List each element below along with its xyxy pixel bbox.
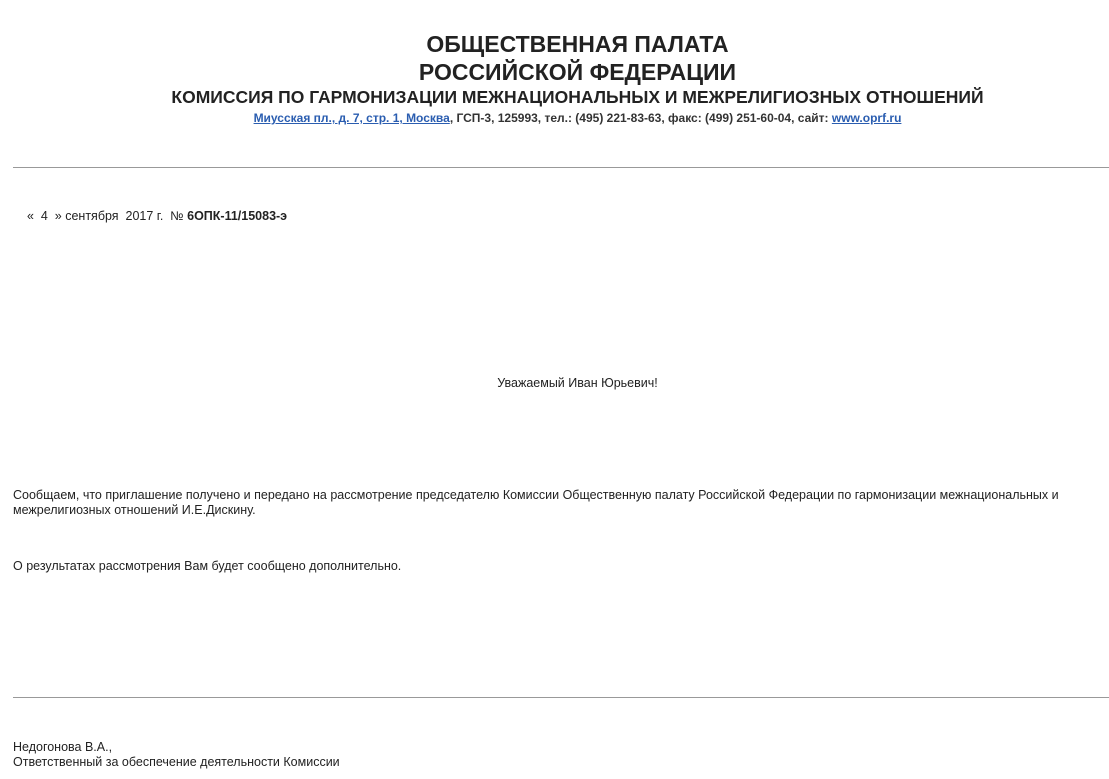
body-paragraph-1: Сообщаем, что приглашение получено и передано на рассмотрение председателю Комиссии Общественную палату Российской Федерации по гармонизации межнациональных и межрелигиозных отношений И.Е.Дискину. [13, 488, 1059, 517]
org-title-line2: РОССИЙСКОЙ ФЕДЕРАЦИИ [418, 59, 737, 85]
letter-date: « 4 » сентября 2017 г. № [27, 209, 188, 223]
contacts-line [0, 110, 1109, 126]
date-number-line [27, 209, 287, 223]
signatory-name: Недогонова В.А., [13, 740, 113, 754]
contacts-text: , ГСП-3, 125993, тел.: (495) 221-83-63, факс: (499) 251-60-04, сайт: [449, 111, 832, 125]
org-title-line1: ОБЩЕСТВЕННАЯ ПАЛАТА [426, 31, 729, 57]
letterhead [0, 30, 1109, 126]
body-paragraph-2: О результатах рассмотрения Вам будет сообщено дополнительно. [13, 559, 402, 573]
signature-block [13, 740, 340, 770]
top-divider [13, 167, 1109, 168]
commission-title: КОМИССИЯ ПО ГАРМОНИЗАЦИИ МЕЖНАЦИОНАЛЬНЫХ И МЕЖРЕЛИГИОЗНЫХ ОТНОШЕНИЙ [171, 87, 984, 107]
site-link[interactable]: www.oprf.ru [831, 111, 902, 125]
bottom-divider [13, 697, 1109, 698]
letter-number: 6ОПК-11/15083-э [187, 209, 288, 223]
address-link[interactable]: Миусская пл., д. 7, стр. 1, Москва [253, 111, 450, 125]
signatory-position: Ответственный за обеспечение деятельности Комиссии [13, 755, 340, 769]
greeting: Уважаемый Иван Юрьевич! [497, 376, 658, 390]
